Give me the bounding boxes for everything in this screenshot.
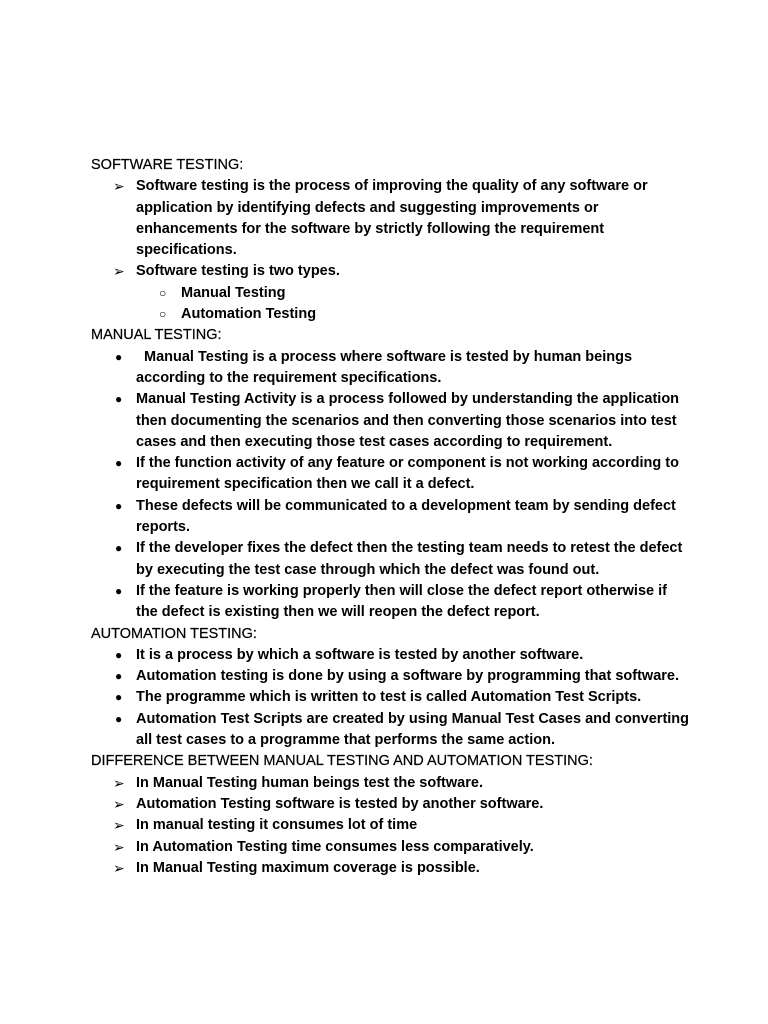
list-item-text: In manual testing it consumes lot of time [136,817,418,834]
section-heading: DIFFERENCE BETWEEN MANUAL TESTING AND AUTOMATION TESTING: [91,753,593,770]
arrow-bullet-icon: ➢ [113,817,125,834]
list-item [91,453,691,496]
list-item [91,666,691,687]
bullet-list [91,773,691,879]
dot-bullet-icon: ● [115,456,123,471]
list-item [91,538,691,581]
dot-bullet-icon: ● [115,690,123,705]
circle-bullet-icon: ○ [159,307,167,322]
list-item-text: In Automation Testing time consumes less comparatively. [136,838,534,855]
section-difference [91,751,691,879]
list-item [91,687,691,708]
list-item-text: In Manual Testing maximum coverage is possible. [136,859,480,876]
list-item [91,581,691,624]
list-item-text: Automation Test Scripts are created by using Manual Test Cases and converting all test cases to a programme that performs the same action. [136,710,690,749]
list-item-text: If the developer fixes the defect then the testing team needs to retest the defect by executing the test case through which the defect was found out. [136,540,683,578]
list-item [91,709,691,752]
sub-list-item-text: Automation Testing [181,306,317,323]
arrow-bullet-icon: ➢ [113,795,125,812]
section-software-testing [91,155,691,325]
arrow-bullet-icon: ➢ [113,178,125,195]
list-item-text: In Manual Testing human beings test the software. [136,774,483,791]
sub-list-item [91,304,691,325]
list-item [91,837,691,858]
list-item-text: Software testing is the process of improving the quality of any software or application by identifying defects and suggesting improvements or enhancements for the software by strictly following the requirement specifications. [136,178,648,259]
list-item-text: These defects will be communicated to a development team by sending defect reports. [136,497,676,536]
list-item-text: Manual Testing is a process where software is tested by human beings according to the requirement specifications. [136,348,633,386]
list-item [91,858,691,879]
dot-bullet-icon: ● [115,541,123,556]
sub-list-item-text: Manual Testing [181,284,286,301]
sub-list [136,283,691,326]
list-item-text: Automation Testing software is tested by another software. [136,795,544,812]
list-item [91,773,691,794]
list-item [91,176,691,261]
dot-bullet-icon: ● [115,583,123,598]
dot-bullet-icon: ● [115,498,123,513]
list-item [91,496,691,539]
list-item [91,347,691,390]
arrow-bullet-icon: ➢ [113,838,125,855]
dot-bullet-icon: ● [115,392,123,407]
bullet-list [91,176,691,325]
section-heading: AUTOMATION TESTING: [91,625,257,642]
list-item-text: It is a process by which a software is tested by another software. [136,646,584,663]
list-item [91,645,691,666]
list-item [91,815,691,836]
document-page [91,155,691,879]
dot-bullet-icon: ● [115,349,123,364]
list-item-text: The programme which is written to test is called Automation Test Scripts. [136,689,642,706]
list-item-text: Manual Testing Activity is a process followed by understanding the application then documenting the scenarios and then converting those scenarios into test cases and then executing those test cases according to requirement. [136,391,680,450]
list-item [91,261,691,325]
arrow-bullet-icon: ➢ [113,774,125,791]
dot-bullet-icon: ● [115,647,123,662]
list-item-text: If the feature is working properly then will close the defect report otherwise if the defect is existing then we will reopen the defect report. [136,582,667,621]
bullet-list [91,645,691,751]
section-automation-testing [91,624,691,752]
dot-bullet-icon: ● [115,669,123,684]
list-item [91,389,691,453]
bullet-list [91,347,691,624]
section-manual-testing [91,325,691,623]
arrow-bullet-icon: ➢ [113,263,125,280]
section-heading: SOFTWARE TESTING: [91,157,244,173]
circle-bullet-icon: ○ [159,285,167,300]
sub-list-item [91,283,691,304]
list-item [91,794,691,815]
list-item-text: Automation testing is done by using a software by programming that software. [136,668,679,685]
dot-bullet-icon: ● [115,711,123,726]
list-item-text: Software testing is two types. [136,263,340,280]
section-heading: MANUAL TESTING: [91,327,222,344]
list-item-text: If the function activity of any feature or component is not working according to requirement specification then we call it a defect. [136,455,679,493]
arrow-bullet-icon: ➢ [113,859,125,876]
